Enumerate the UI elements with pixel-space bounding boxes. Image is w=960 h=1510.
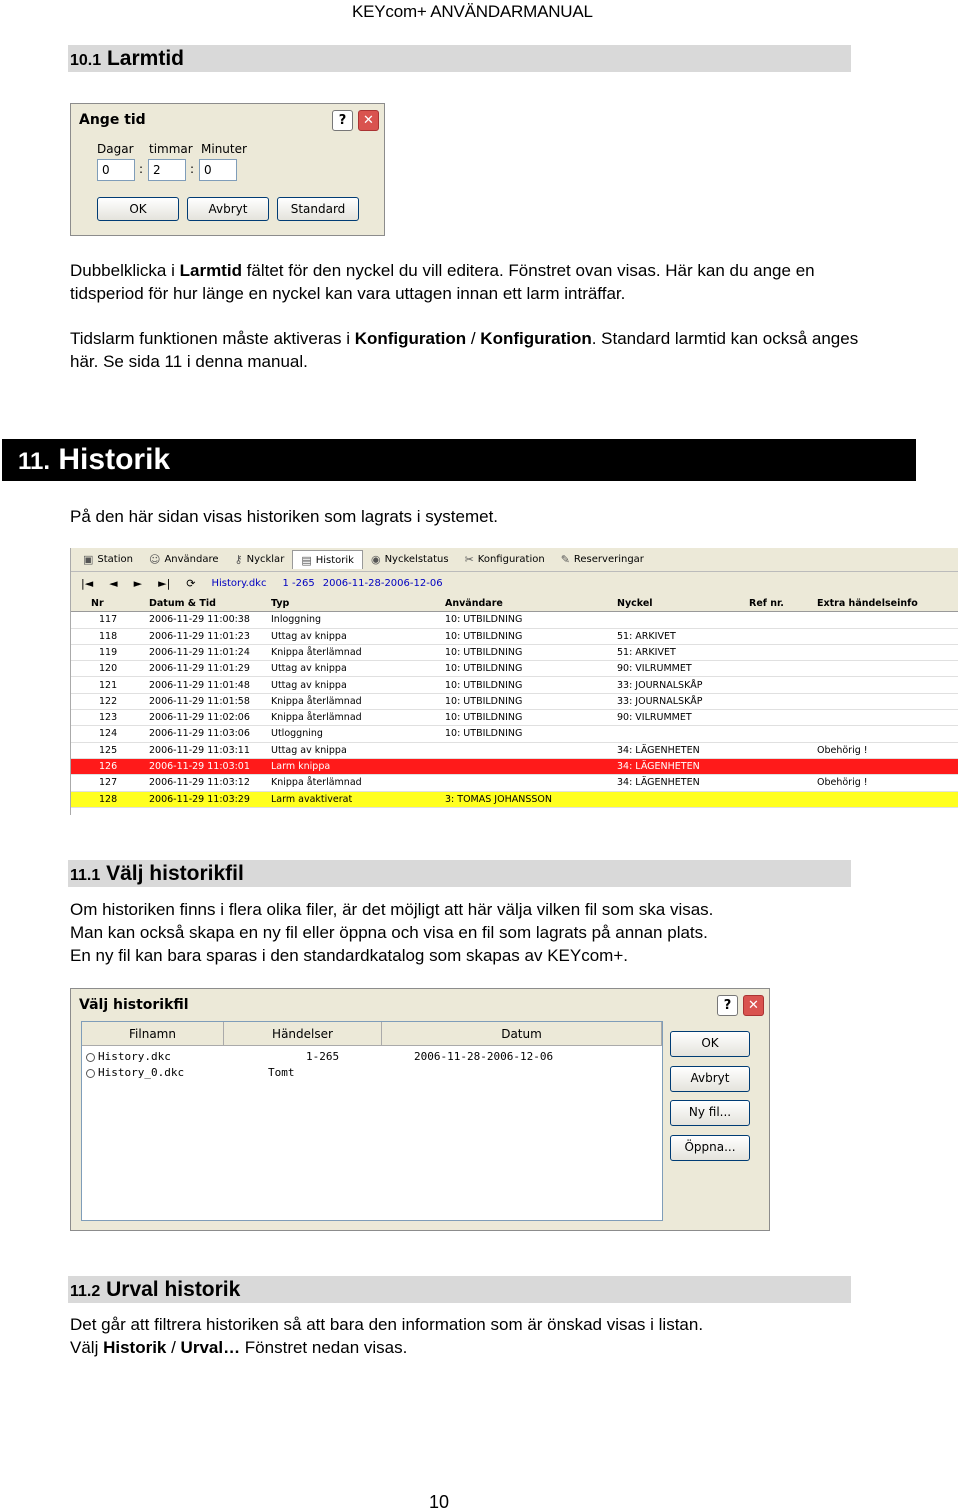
dagar-label: Dagar [97,142,134,156]
cell-datum: 2006-11-29 11:02:06 [149,712,250,724]
ok-button[interactable]: OK [670,1031,750,1057]
table-row[interactable] [71,629,958,645]
status-icon: ◉ [370,553,381,566]
history-icon: ▤ [301,553,312,567]
table-row[interactable] [71,710,958,726]
valj-historikfil-dialog [70,988,770,1231]
open-button[interactable]: Öppna... [670,1135,750,1161]
section-title: Urval historik [106,1278,241,1301]
section-heading-11-2 [68,1276,851,1303]
cell-typ: Uttag av knippa [271,744,347,756]
cell-typ: Larm avaktiverat [271,793,353,805]
text: / [466,329,481,348]
paragraph-historik-intro: På den här sidan visas historiken som lagrats i systemet. [70,507,499,526]
reservation-icon: ✎ [560,553,570,566]
help-button[interactable]: ? [717,995,738,1016]
standard-button[interactable]: Standard [277,197,359,221]
cell-anv: 10: UTBILDNING [445,712,523,724]
text-line: Man kan också skapa en ny fil eller öppna och visa en fil som lagrats på annan plats. [70,923,708,942]
chapter-title: Historik [58,443,171,476]
last-icon[interactable]: ►| [158,576,171,590]
column-header[interactable]: Filnamn [82,1022,224,1046]
table-row[interactable] [71,612,958,628]
cell-nr: 118 [99,630,118,642]
bold-text: Urval… [180,1338,241,1357]
section-title: Larmtid [106,47,184,70]
tab-label: Nyckelstatus [384,554,449,565]
table-row[interactable] [71,759,958,775]
tools-icon: ✂ [464,553,474,566]
cell-datum: 2006-11-29 11:01:24 [149,646,250,658]
table-row[interactable] [71,661,958,677]
section-heading-10-1 [68,45,851,72]
cell-extra: Obehörig ! [817,744,868,756]
bold-text: Konfiguration [354,329,467,348]
cell-extra: Obehörig ! [817,777,868,789]
grid-header [71,596,958,612]
key-icon: ⚷ [234,553,243,566]
chapter-number: 11. [18,448,51,475]
avbryt-button[interactable]: Avbryt [187,197,269,221]
cell-nr: 122 [99,695,118,707]
cell-typ: Uttag av knippa [271,630,347,642]
text: / [166,1338,181,1357]
cell-nyckel: 90: VILRUMMET [617,712,692,724]
text-line: Om historiken finns i flera olika filer, är det möjligt att här välja vilken fil som ska visas. [70,900,714,919]
paragraph-valj-historikfil [70,898,870,967]
text: Fönstret nedan visas. [240,1338,408,1357]
section-number: 11.2 [70,1283,101,1300]
column-header[interactable]: Händelser [224,1022,382,1046]
cell-nr: 125 [99,744,118,756]
file-list[interactable] [81,1021,663,1221]
cell-typ: Larm knippa [271,761,331,772]
cell-datum: 2006-11-29 11:01:23 [149,630,250,642]
cell-nyckel: 51: ARKIVET [617,646,676,658]
file-name: History.dkc [211,577,267,589]
cell-nyckel: 90: VILRUMMET [617,663,692,675]
text-line: Det går att filtrera historiken så att bara den information som är önskad visas i listan. [70,1315,704,1334]
cell-anv: 10: UTBILDNING [445,630,523,642]
tab-nycklar[interactable] [227,550,293,569]
column-header[interactable]: Typ [271,598,290,609]
avbryt-button[interactable]: Avbryt [670,1066,750,1092]
cell-typ: Inloggning [271,614,322,626]
tab-label: Reserveringar [573,554,644,565]
new-file-button[interactable]: Ny fil... [670,1100,750,1126]
timmar-field[interactable]: 2 [148,159,186,181]
file-name: History.dkc [98,1050,171,1063]
paragraph-tidslarm [70,327,860,373]
close-button[interactable]: ✕ [743,995,764,1016]
text: Dubbelklicka i [70,261,180,280]
cell-nr: 128 [99,793,118,805]
text: Välj [70,1338,104,1357]
text: Tidslarm funktionen måste aktiveras i [70,329,355,348]
tab-station[interactable] [75,550,141,569]
section-heading-11-1 [68,860,851,887]
cell-typ: Knippa återlämnad [271,712,362,724]
history-grid [71,596,958,815]
separator: : [190,162,195,176]
cell-typ: Knippa återlämnad [271,646,362,658]
list-item[interactable] [86,1066,184,1079]
cell-datum: 2006-11-29 11:01:48 [149,679,250,691]
cell-nr: 119 [99,646,118,658]
section-number: 10.1 [70,52,102,69]
tab-nyckelstatus[interactable] [363,550,457,569]
cell-datum: 2006-11-29 11:03:06 [149,728,250,740]
ange-tid-dialog [70,103,385,236]
dialog-title: Ange tid [71,104,384,134]
dagar-field[interactable]: 0 [97,159,135,181]
close-button[interactable]: ✕ [358,110,379,131]
cell-nr: 121 [99,679,118,691]
tab-konfiguration[interactable] [457,550,553,569]
tab-bar [71,548,958,572]
cell-typ: Knippa återlämnad [271,695,362,707]
paragraph-urval [70,1313,930,1359]
bold-text: Konfiguration [480,329,592,348]
table-row[interactable] [71,775,958,791]
cell-nr: 123 [99,712,118,724]
refresh-icon[interactable]: ⟳ [186,576,196,590]
chapter-heading-11 [2,439,916,481]
first-icon[interactable]: |◄ [81,576,94,590]
cell-typ: Knippa återlämnad [271,777,362,789]
cell-typ: Uttag av knippa [271,679,347,691]
column-header[interactable]: Extra händelseinfo [817,598,918,609]
cell-nr: 127 [99,777,118,789]
cell-anv: 10: UTBILDNING [445,646,523,658]
help-button[interactable]: ? [332,110,353,131]
cell-nyckel: 34: LÄGENHETEN [617,761,700,772]
next-icon[interactable]: ► [133,576,143,590]
section-title: Välj historikfil [106,862,244,885]
station-icon: ▣ [83,553,94,566]
bold-text: Historik [103,1338,167,1357]
tab-label: Historik [315,554,354,566]
cell-anv: 10: UTBILDNING [445,614,523,626]
column-header[interactable]: Datum & Tid [149,598,216,609]
tab-label: Nycklar [246,554,285,565]
minuter-label: Minuter [201,142,247,156]
list-item[interactable] [86,1050,171,1063]
date-range: 2006-11-28-2006-12-06 [414,1050,554,1063]
historik-screenshot [70,548,958,815]
prev-icon[interactable]: ◄ [109,576,118,590]
cell-datum: 2006-11-29 11:01:58 [149,695,250,707]
tab-label: Användare [164,554,219,565]
table-row[interactable] [71,694,958,710]
ok-button[interactable]: OK [97,197,179,221]
cell-nr: 120 [99,663,118,675]
users-icon: ☺ [148,553,161,566]
cell-nr: 124 [99,728,118,740]
text: . Standard larmtid kan också anges här. Se sida 11 i denna manual. [70,329,859,371]
file-name: History_0.dkc [98,1066,185,1079]
cell-nyckel: 34: LÄGENHETEN [617,744,700,756]
cell-typ: Uttag av knippa [271,663,347,675]
cell-anv: 10: UTBILDNING [445,695,523,707]
event-count: 1-265 [306,1050,340,1063]
cell-typ: Utloggning [271,728,323,740]
text-line [70,1336,930,1359]
tab-reserveringar[interactable] [553,550,652,569]
column-header[interactable]: Ref nr. [749,598,784,609]
cell-anv: 10: UTBILDNING [445,679,523,691]
page-number: 10 [429,1492,450,1510]
table-row[interactable] [71,743,958,759]
dialog-title: Välj historikfil [71,989,769,1019]
cell-datum: 2006-11-29 11:01:29 [149,663,250,675]
cell-nr: 126 [99,761,118,772]
cell-nr: 117 [99,614,118,626]
minuter-field[interactable]: 0 [199,159,237,181]
tab-användare[interactable] [141,550,227,569]
cell-datum: 2006-11-29 11:03:01 [149,761,250,772]
column-header[interactable]: Datum [382,1022,662,1046]
radio-icon [86,1053,95,1062]
paragraph-larmtid [70,259,870,305]
tab-label: Station [97,554,133,565]
cell-nyckel: 51: ARKIVET [617,630,676,642]
column-header[interactable]: Nyckel [617,598,653,609]
event-range: 1 -265 [282,577,315,589]
cell-anv: 10: UTBILDNING [445,663,523,675]
date-range: 2006-11-28-2006-12-06 [322,577,443,589]
bold-text: Larmtid [179,261,242,280]
separator: : [139,162,144,176]
cell-datum: 2006-11-29 11:03:29 [149,793,250,805]
tab-historik[interactable] [292,550,363,569]
table-row[interactable] [71,792,958,808]
tab-label: Konfiguration [477,554,545,565]
event-count: Tomt [268,1066,295,1079]
cell-anv: 3: TOMAS JOHANSSON [445,793,552,805]
timmar-label: timmar [149,142,193,156]
cell-datum: 2006-11-29 11:03:12 [149,777,250,789]
table-row[interactable] [71,645,958,661]
column-header[interactable]: Nr [91,598,104,609]
cell-anv: 10: UTBILDNING [445,728,523,740]
cell-datum: 2006-11-29 11:00:38 [149,614,250,626]
table-row[interactable] [71,678,958,694]
text: fältet för den nyckel du vill editera. Fönstret ovan visas. Här kan du ange en tidsperiod för hur länge en nyckel kan vara uttagen innan ett larm inträffar. [70,261,815,303]
cell-nyckel: 33: JOURNALSKÅP [617,695,703,707]
radio-icon [86,1069,95,1078]
text-line: En ny fil kan bara sparas i den standardkatalog som skapas av KEYcom+. [70,946,628,965]
cell-nyckel: 33: JOURNALSKÅP [617,679,703,691]
cell-nyckel: 34: LÄGENHETEN [617,777,700,789]
section-number: 11.1 [70,867,101,884]
navigation-bar [71,572,958,594]
table-row[interactable] [71,726,958,742]
cell-datum: 2006-11-29 11:03:11 [149,744,250,756]
column-header[interactable]: Användare [445,598,503,609]
running-header: KEYcom+ ANVÄNDARMANUAL [352,2,593,21]
